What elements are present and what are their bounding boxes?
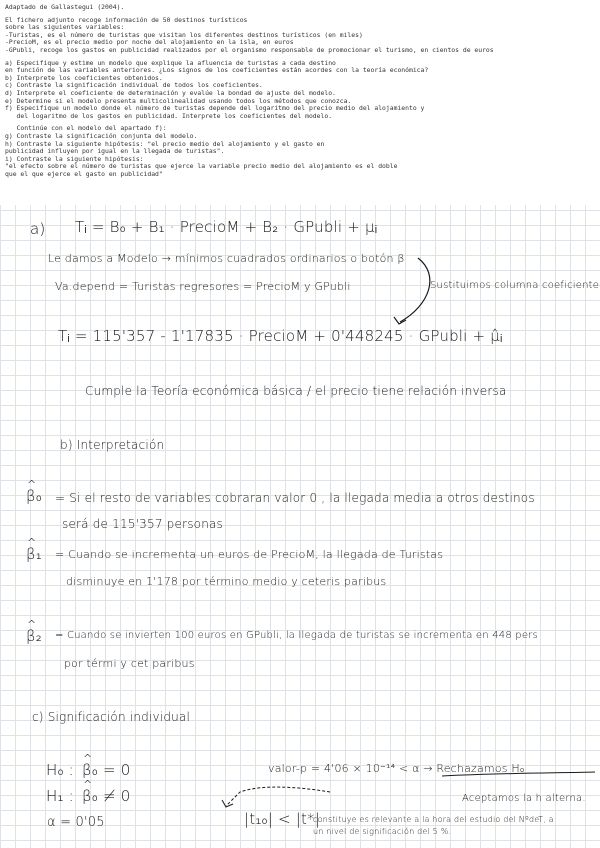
theory-conclusion: Cumple la Teoría económica básica / el precio tiene relación inversa [85,384,507,398]
substitute-curve-arrow [400,258,430,322]
continuation-line: g) Contraste la significación conjunta del modelo. [5,132,198,140]
alt-hypothesis-label: H₁ : [46,787,74,805]
question-line: b) Interprete los coeficientes obtenidos. [5,74,163,82]
question-line: e) Determine si el modelo presenta multicolinealidad usando todos los métodos que conozca. [5,97,352,105]
intro-line: sobre las siguientes variables: [5,24,125,32]
continuation-line: Continúe con el modelo del apartado f): [5,125,167,133]
dependent-variable-line: Va.depend = Turistas regresores = PrecioM y GPubli [55,280,351,293]
beta0-hat: ^ β₀ [26,487,42,505]
substitute-arrow-head [394,317,406,324]
null-hypothesis: ^ β₀ = 0 [82,761,130,779]
accept-alternative: Aceptamos la h alterna. [462,793,586,804]
beta0-interpretation-line2: será de 115'357 personas [62,517,224,531]
intro-line: -PrecioM, es el precio medio por noche del alojamiento en la isla, en euros [5,39,294,47]
alt-hypothesis: ^ β₀ ≠ 0 [82,787,130,805]
mco-instruction: Le damos a Modelo → mínimos cuadrados ordinarios o botón β [48,252,405,265]
continuation-line: i) Contraste la siguiente hipótesis: [5,155,144,163]
part-a-label: a) [30,220,46,238]
continuation-line: que el que ejerce el gasto en publicidad" [5,170,163,178]
part-b-label: b) Interpretación [60,438,165,452]
beta2-interpretation-line2: por térmi y cet paribus [64,657,195,670]
conclusion-underline [442,772,595,776]
continuation-line: h) Contraste la siguiente hipótesis: "el precio medio del alojamiento y el gasto en [5,140,325,148]
null-hypothesis-label: H₀ : [46,761,74,779]
t-conclusion-line2: un nivel de significación del 5 %. [313,827,452,836]
beta1-interpretation-line1: = Cuando se incrementa un euros de PrecioM, la llegada de Turistas [55,548,444,561]
source-line: Adaptado de Gallastegui (2004). [5,4,125,11]
t-conclusion-line1: constituye es relevante a la hora del estudio del NºdeT, a [313,815,554,824]
beta1-interpretation-line2: disminuye en 1'178 por término medio y ceteris paribus [66,575,387,588]
question-line: a) Especifique y estime un modelo que explique la afluencia de turistas a cada destino [5,59,336,67]
beta1-hat: ^ β₁ [26,545,42,563]
beta0-interpretation-line1: = Si el resto de variables cobraran valor 0 , la llegada media a otros destinos [55,491,535,505]
question-line: del logaritmo de los gastos en publicidad. Interprete los coeficientes del modelo. [5,112,333,120]
intro-line: -Turistas, es el número de turistas que visitan los diferentes destinos turísticos (en miles) [5,31,363,39]
t-statistic-comparison: |t₁₀| < |t*| [244,810,321,828]
question-line: c) Contraste la significación individual de todos los coeficientes. [5,82,263,90]
intro-line: El fichero adjunto recoge información de 50 destinos turísticos [5,16,248,24]
model-equation: Tᵢ = B₀ + B₁ · PrecioM + B₂ · GPubli + μᵢ [75,218,378,236]
substitute-note: Sustituimos columna coeficiente [430,280,600,291]
beta2-interpretation-line1: = Cuando se invierten 100 euros en GPubli, la llegada de turistas se incrementa en 448 pers [55,630,538,641]
continuation-line: publicidad influyen por igual en la llegada de turistas". [5,148,225,156]
significance-level: α = 0'05 [47,815,105,830]
t-compare-arrow-head [222,800,233,807]
part-c-label: c) Significación individual [32,710,191,724]
estimated-equation: Tᵢ = 115'357 - 1'17835 · PrecioM + 0'448245 · GPubli + μ̂ᵢ [58,327,503,345]
question-line: f) Especifique un modelo donde el número de turistas depende del logaritmo del precio medio del alojamiento y [5,105,425,113]
p-value-conclusion: valor-p = 4'06 × 10⁻¹⁴ < α → Rechazamos H₀ [268,762,525,775]
question-line: d) Interprete el coeficiente de determinación y evalúe la bondad de ajuste del modelo. [5,89,336,97]
continuation-line: "el efecto sobre el número de turistas que ejerce la variable precio medio del alojamiento es el doble [5,163,398,171]
question-line: en función de las variables anteriores. ¿Los signos de los coeficientes están acordes con la teoría económica? [5,67,429,75]
intro-line: -GPubli, recoge los gastos en publicidad realizados por el organismo responsable de promocionar el turismo, en cientos de euros [5,46,494,54]
t-compare-arrow [226,787,330,806]
beta2-hat: ^ β₂ [26,627,42,645]
